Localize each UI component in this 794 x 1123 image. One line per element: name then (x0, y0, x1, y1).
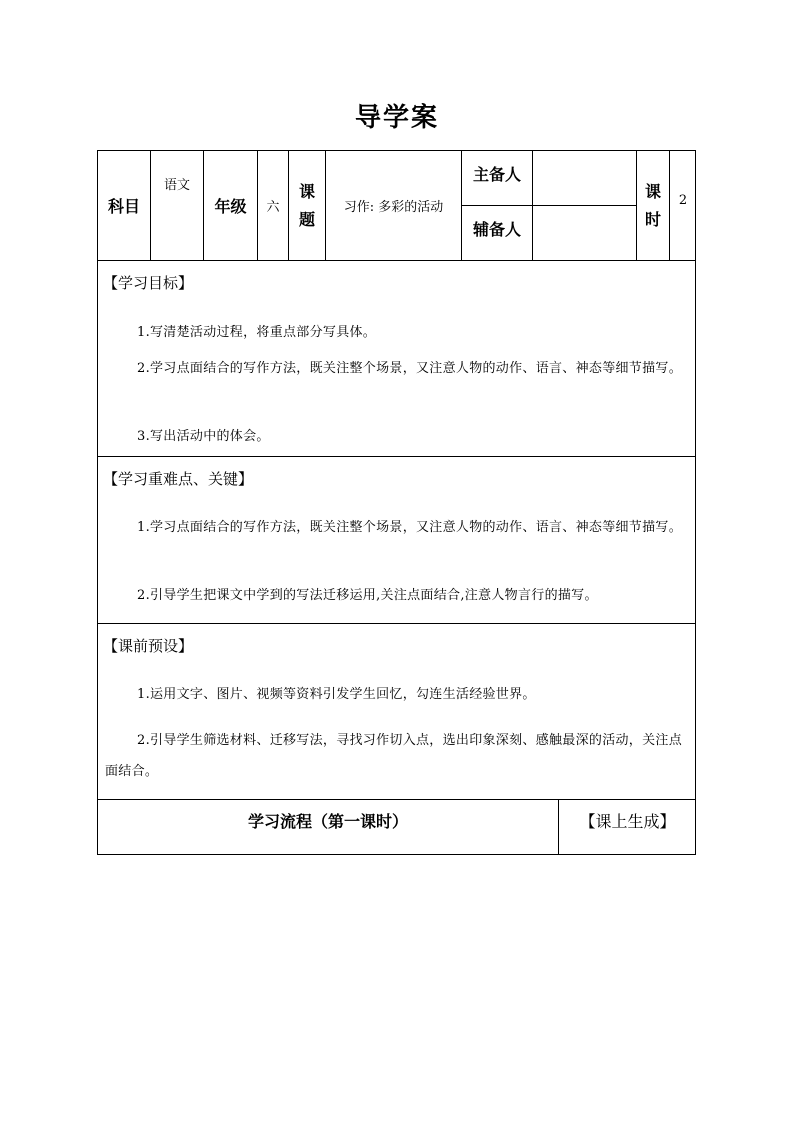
assist-preparer-value (533, 206, 636, 260)
period-label-char-1: 课 (644, 181, 661, 201)
lead-preparer-value (533, 151, 636, 205)
grade-value: 六 (266, 200, 280, 215)
in-class-output-label: 【课上生成】 (579, 812, 676, 831)
objective-item: 1.写清楚活动过程，将重点部分写具体。 (137, 325, 377, 340)
topic-label (289, 151, 325, 260)
grade-label: 年级 (214, 197, 247, 216)
divider (97, 260, 696, 261)
preclass-item: 2.引导学生筛选材料、迁移写法，寻找习作切入点，选出印象深刻、感触最深的活动，关注点面结合。 (105, 733, 683, 779)
divider (97, 623, 696, 624)
period-value: 2 (678, 192, 688, 208)
objectives-title: 【学习目标】 (103, 274, 194, 292)
preclass-title: 【课前预设】 (103, 637, 194, 655)
key-point-item: 1.学习点面结合的写作方法，既关注整个场景，又注意人物的动作、语言、神态等细节描写。 (137, 520, 683, 535)
lead-preparer-label: 主备人 (472, 164, 521, 184)
key-points-title: 【学习重难点、关键】 (103, 470, 254, 488)
topic-label-char-1: 课 (298, 181, 315, 201)
topic-label-char-2: 题 (298, 209, 315, 229)
period-label-char-2: 时 (644, 209, 661, 229)
assist-preparer-label: 辅备人 (472, 219, 521, 239)
divider (97, 799, 696, 800)
subject-value: 语文 (163, 177, 190, 193)
objective-item: 3.写出活动中的体会。 (137, 429, 270, 444)
subject-label: 科目 (107, 197, 140, 216)
topic-value: 习作: 多彩的活动 (343, 200, 444, 215)
page-title: 导学案 (354, 103, 439, 133)
key-point-item: 2.引导学生把课文中学到的写法迁移运用,关注点面结合,注意人物言行的描写。 (137, 588, 598, 603)
preclass-item: 1.运用文字、图片、视频等资料引发学生回忆，勾连生活经验世界。 (137, 687, 536, 702)
learning-flow-title: 学习流程（第一课时） (247, 812, 408, 831)
divider (97, 456, 696, 457)
objective-item: 2.学习点面结合的写作方法，既关注整个场景，又注意人物的动作、语言、神态等细节描写。 (137, 361, 683, 376)
period-label (637, 151, 669, 260)
